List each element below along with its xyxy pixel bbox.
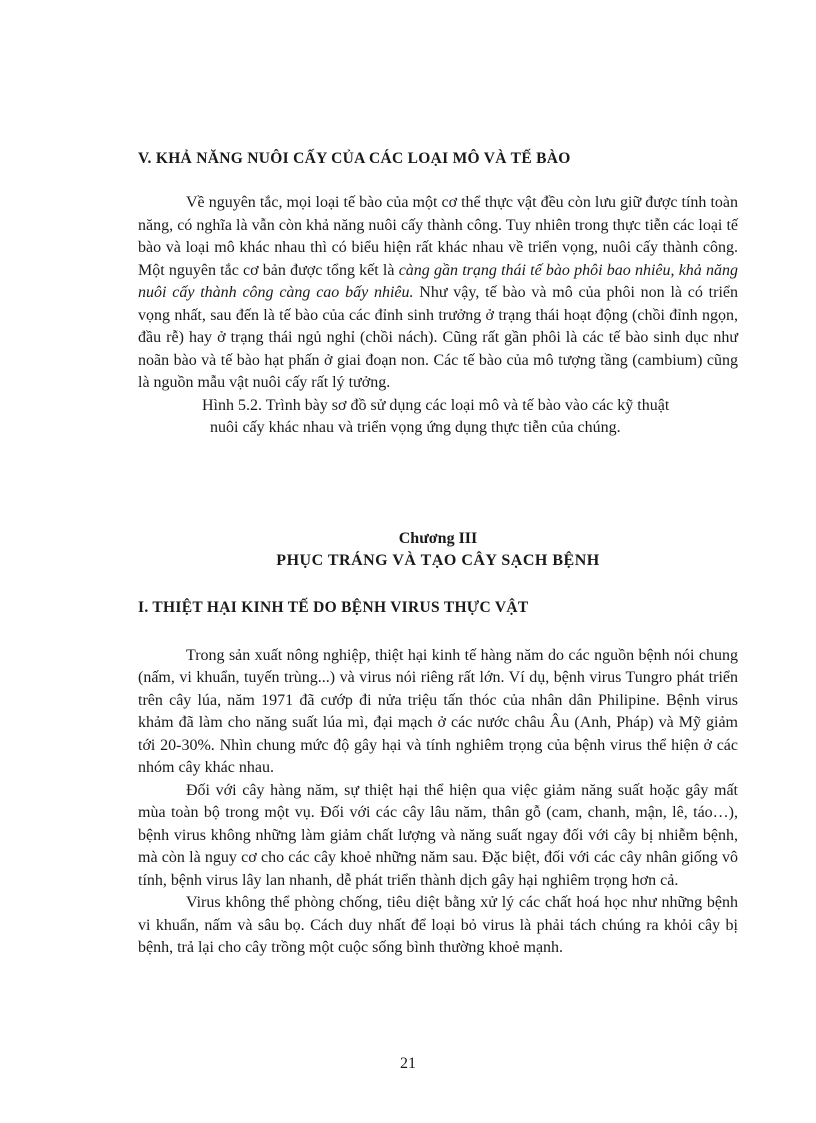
section-i-heading: I. THIỆT HẠI KINH TẾ DO BỆNH VIRUS THỰC VẬT bbox=[138, 598, 529, 616]
section-v-heading: V. KHẢ NĂNG NUÔI CẤY CỦA CÁC LOẠI MÔ VÀ TẾ BÀO bbox=[138, 150, 571, 167]
chapter-title: PHỤC TRÁNG VÀ TẠO CÂY SẠCH BỆNH bbox=[276, 551, 600, 569]
section-v-paragraph bbox=[138, 192, 738, 395]
caption-line-2: nuôi cấy khác nhau và triển vọng ứng dụng thực tiễn của chúng. bbox=[210, 419, 621, 436]
paragraph-italic-principle: càng gần trạng thái tế bào phôi bao nhiêu, khả năng nuôi cấy thành công càng cao bấy nhiêu. bbox=[138, 261, 739, 301]
paragraph-text-start: Về nguyên tắc, mọi loại tế bào của một cơ thể thực vật đều còn lưu giữ được tính toàn năng, có nghĩa là vẫn còn khả năng nuôi cấy thành công. Tuy nhiên trong thực tiễn các loại tế bào và loại mô khác nhau thì có biểu hiện rất khác nhau về triển vọng, nuôi cấy thành công. Một nguyên tắc cơ bản được tổng kết là bbox=[138, 194, 738, 279]
page-content bbox=[138, 150, 738, 960]
section-i-paragraph-2: Đối với cây hàng năm, sự thiệt hại thể hiện qua việc giảm năng suất hoặc gây mất mùa toàn bộ trong một vụ. Đối với các cây lâu năm, thân gỗ (cam, chanh, mận, lê, táo…), bệnh virus không những làm giảm chất lượng và năng suất ngay đối với cây bị nhiễm bệnh, mà còn là nguy cơ cho các cây khoẻ những năm sau. Đặc biệt, đối với các cây nhân giống vô tính, bệnh virus lây lan nhanh, dễ phát triển thành dịch gây hại nghiêm trọng hơn cả. bbox=[138, 781, 738, 889]
page-number: 21 bbox=[400, 1055, 416, 1072]
caption-line-1: Hình 5.2. Trình bày sơ đồ sử dụng các loại mô và tế bào vào các kỹ thuật bbox=[202, 396, 670, 414]
chapter-header bbox=[138, 528, 738, 572]
section-i-paragraph-1: Trong sản xuất nông nghiệp, thiệt hại kinh tế hàng năm do các nguồn bệnh nói chung (nấm, vi khuẩn, tuyến trùng...) và virus nói riêng rất lớn. Ví dụ, bệnh virus Tungro phát triển trên cây lúa, năm 1971 đã cướp đi nửa triệu tấn thóc của nhân dân Philipine. Bệnh virus khảm đã làm cho năng suất lúa mì, đại mạch ở các nước châu Âu (Anh, Pháp) và Mỹ giảm tới 20-30%. Nhìn chung mức độ gây hại và tính nghiêm trọng của bệnh virus thể hiện ở các nhóm cây khác nhau. bbox=[138, 646, 738, 776]
figure-caption bbox=[138, 395, 738, 440]
chapter-number: Chương III bbox=[398, 529, 478, 547]
paragraph-text-end: Như vậy, tế bào và mô của phôi non là có triển vọng nhất, sau đến là tế bào của các đỉnh sinh trưởng ở trạng thái hoạt động (chồi đỉnh ngọn, đầu rễ) hay ở trạng thái ngủ nghỉ (chồi nách). Cũng rất gần phôi là các tế bào sinh dục như noãn bào và tế bào hạt phấn ở giai đoạn non. Các tế bào của mô tượng tầng (cambium) cũng là nguồn mẫu vật nuôi cấy rất lý tưởng. bbox=[138, 284, 738, 391]
section-i-paragraph-3: Virus không thể phòng chống, tiêu diệt bằng xử lý các chất hoá học như những bệnh vi khuẩn, nấm và sâu bọ. Cách duy nhất để loại bỏ virus là phải tách chúng ra khỏi cây bị bệnh, trả lại cho cây trồng một cuộc sống bình thường khoẻ mạnh. bbox=[138, 894, 738, 956]
